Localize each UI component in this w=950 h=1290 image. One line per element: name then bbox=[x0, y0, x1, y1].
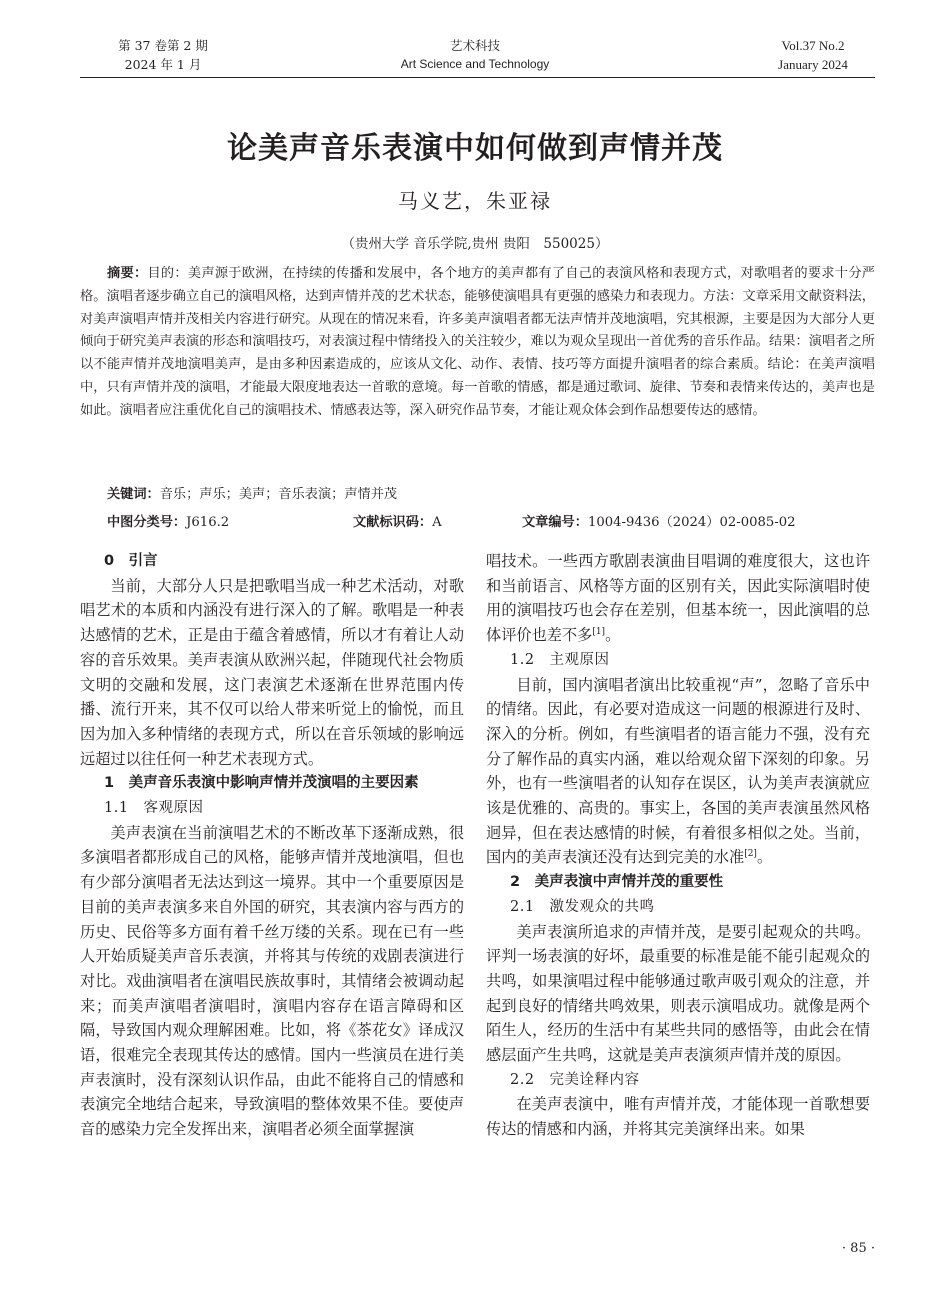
volume-issue-en: Vol.37 No.2 bbox=[781, 38, 845, 53]
header-rule bbox=[80, 77, 875, 78]
keywords-text: 音乐；声乐；美声；音乐表演；声情并茂 bbox=[159, 487, 398, 502]
body-column-left bbox=[80, 549, 464, 1142]
abstract-label: 摘要： bbox=[107, 266, 148, 281]
section-heading: 2 美声表演中声情并茂的重要性 bbox=[510, 874, 724, 891]
paragraph: 在美声表演中，唯有声情并茂，才能体现一首歌想要传达的情感和内涵，并将其完美演绎出来。如果 bbox=[486, 1095, 870, 1139]
paragraph-text: 唱技术。一些西方歌剧表演曲目唱调的难度很大，这也许和当前语言、风格等方面的区别有关，因此实际演唱时使用的演唱技巧也会存在差别，但基本统一，因此演唱的总体评价也差不多 bbox=[486, 552, 870, 645]
subsection-heading: 1.2 主观原因 bbox=[510, 651, 610, 668]
paragraph bbox=[486, 549, 870, 648]
document-code bbox=[353, 513, 442, 533]
abstract-text: 目的：美声源于欧洲，在持续的传播和发展中，各个地方的美声都有了自己的表演风格和表现方式，对歌唱者的要求十分严格。演唱者逐步确立自己的演唱风格，达到声情并茂的艺术状态，能够使演唱具有更强的感染力和表现力。方法：文章采用文献资料法，对美声演唱声情并茂相关内容进行研究。从现在的情况来看，许多美声演唱者都无法声情并茂地演唱，究其根源，主要是因为大部分人更倾向于研究美声表演的形态和演唱技巧，对表演过程中情绪投入的关注较少，难以为观众呈现出一首优秀的音乐作品。结果：演唱者之所以不能声情并茂地演唱美声，是由多种因素造成的，应该从文化、动作、表情、技巧等方面提升演唱者的综合素质。结论：在美声演唱中，只有声情并茂的演唱，才能最大限度地表达一首歌的意境。每一首歌的情感，都是通过歌词、旋律、节奏和表情来传达的，美声也是如此。演唱者应注重优化自己的演唱技术、情感表达等，深入研究作品节奏，才能让观众体会到作品想要传达的感情。 bbox=[80, 266, 875, 418]
journal-name-en: Art Science and Technology bbox=[400, 57, 550, 71]
citation[interactable]: [1] bbox=[592, 627, 606, 638]
citation[interactable]: [2] bbox=[744, 849, 757, 860]
subsection-heading: 1.1 客观原因 bbox=[104, 800, 204, 817]
publication-date-zh: 2024 年 1 月 bbox=[124, 57, 202, 72]
section-heading: 0 引言 bbox=[104, 553, 158, 569]
journal-volume-en bbox=[758, 36, 868, 74]
publication-date-en: January 2024 bbox=[778, 57, 848, 72]
subsection-heading: 2.1 激发观众的共鸣 bbox=[510, 898, 655, 915]
clc-number bbox=[107, 513, 229, 533]
clc-label: 中图分类号： bbox=[107, 515, 187, 530]
body-column-right bbox=[486, 549, 870, 1142]
article-number-value: 1004-9436（2024）02-0085-02 bbox=[587, 515, 796, 530]
subsection-heading: 2.2 完美诠释内容 bbox=[510, 1071, 640, 1088]
paragraph: 当前，大部分人只是把歌唱当成一种艺术活动，对歌唱艺术的本质和内涵没有进行深入的了解。歌唱是一种表达感情的艺术，正是由于蕴含着感情，所以才有着让人动容的音乐效果。美声表演从欧洲兴起，伴随现代社会物质文明的交融和发展，这门表演艺术逐渐在世界范围内传播、流行开来，其不仅可以给人带来听觉上的愉悦，而且因为加入多种情绪的表现方式，所以在音乐领域的影响远远超过以往任何一种艺术表现方式。 bbox=[80, 576, 464, 768]
page-number: · 85 · bbox=[841, 1241, 875, 1256]
keywords-label: 关键词： bbox=[107, 487, 160, 502]
journal-name-zh: 艺术科技 bbox=[449, 38, 500, 53]
paragraph-text: 目前，国内演唱者演出比较重视“声”，忽略了音乐中的情绪。因此，有必要对造成这一问题的根源进行及时、深入的分析。例如，有些演唱者的语言能力不强，没有充分了解作品的真实内涵，难以给观众留下深刻的印象。另外，也有一些演唱者的认知存在误区，认为美声表演就应该是优雅的、高贵的。事实上，各国的美声表演虽然风格迥异，但在表达感情的时候，有着很多相似之处。当前，国内的美声表演还没有达到完美的水准 bbox=[486, 675, 870, 867]
article-number-label: 文章编号： bbox=[522, 515, 588, 530]
journal-volume-issue bbox=[108, 36, 218, 74]
document-code-value: A bbox=[432, 515, 442, 530]
section-heading: 1 美声音乐表演中影响声情并茂演唱的主要因素 bbox=[104, 775, 419, 792]
abstract bbox=[80, 263, 875, 423]
paragraph bbox=[486, 673, 870, 871]
paragraph: 美声表演在当前演唱艺术的不断改革下逐渐成熟，很多演唱者都形成自己的风格，能够声情并茂地演唱，但也有少部分演唱者无法达到这一境界。其中一个重要原因是目前的美声表演多来自外国的研究，其表演内容与西方的历史、民俗等多方面有着千丝万缕的关系。现在已有一些人开始质疑美声音乐表演，并将其与传统的戏剧表演进行对比。戏曲演唱者在演唱民族故事时，其情绪会被调动起来；而美声演唱者演唱时，演唱内容存在语言障碍和区隔，导致国内观众理解困难。比如，将《茶花女》译成汉语，很难完全表现其传达的感情。国内一些演员在进行美声表演时，没有深刻认识作品，由此不能将自己的情感和表演完全地结合起来，导致演唱的整体效果不佳。要使声音的感染力完全发挥出来，演唱者必须全面掌握演 bbox=[80, 823, 464, 1139]
keywords bbox=[107, 485, 875, 505]
volume-issue-zh: 第 37 卷第 2 期 bbox=[118, 38, 208, 53]
article-title: 论美声音乐表演中如何做到声情并茂 bbox=[227, 131, 723, 166]
clc-value: J616.2 bbox=[186, 515, 230, 530]
paragraph-end: 。 bbox=[605, 626, 621, 645]
paragraph-end: 。 bbox=[756, 848, 773, 867]
article-number bbox=[522, 513, 796, 533]
authors: 马义艺，朱亚禄 bbox=[398, 189, 552, 213]
paragraph: 美声表演所追求的声情并茂，是要引起观众的共鸣。评判一场表演的好坏，最重要的标准是能不能引起观众的共鸣，如果演唱过程中能够通过歌声吸引观众的注意，并起到良好的情绪共鸣效果，则表示演唱成功。就像是两个陌生人，经历的生活中有某些共同的感悟等，由此会在情感层面产生共鸣，这就是美声表演须声情并茂的原因。 bbox=[486, 922, 870, 1065]
journal-name bbox=[385, 36, 565, 74]
document-code-label: 文献标识码： bbox=[353, 515, 433, 530]
affiliation: （贵州大学 音乐学院,贵州 贵阳 550025） bbox=[341, 236, 609, 252]
